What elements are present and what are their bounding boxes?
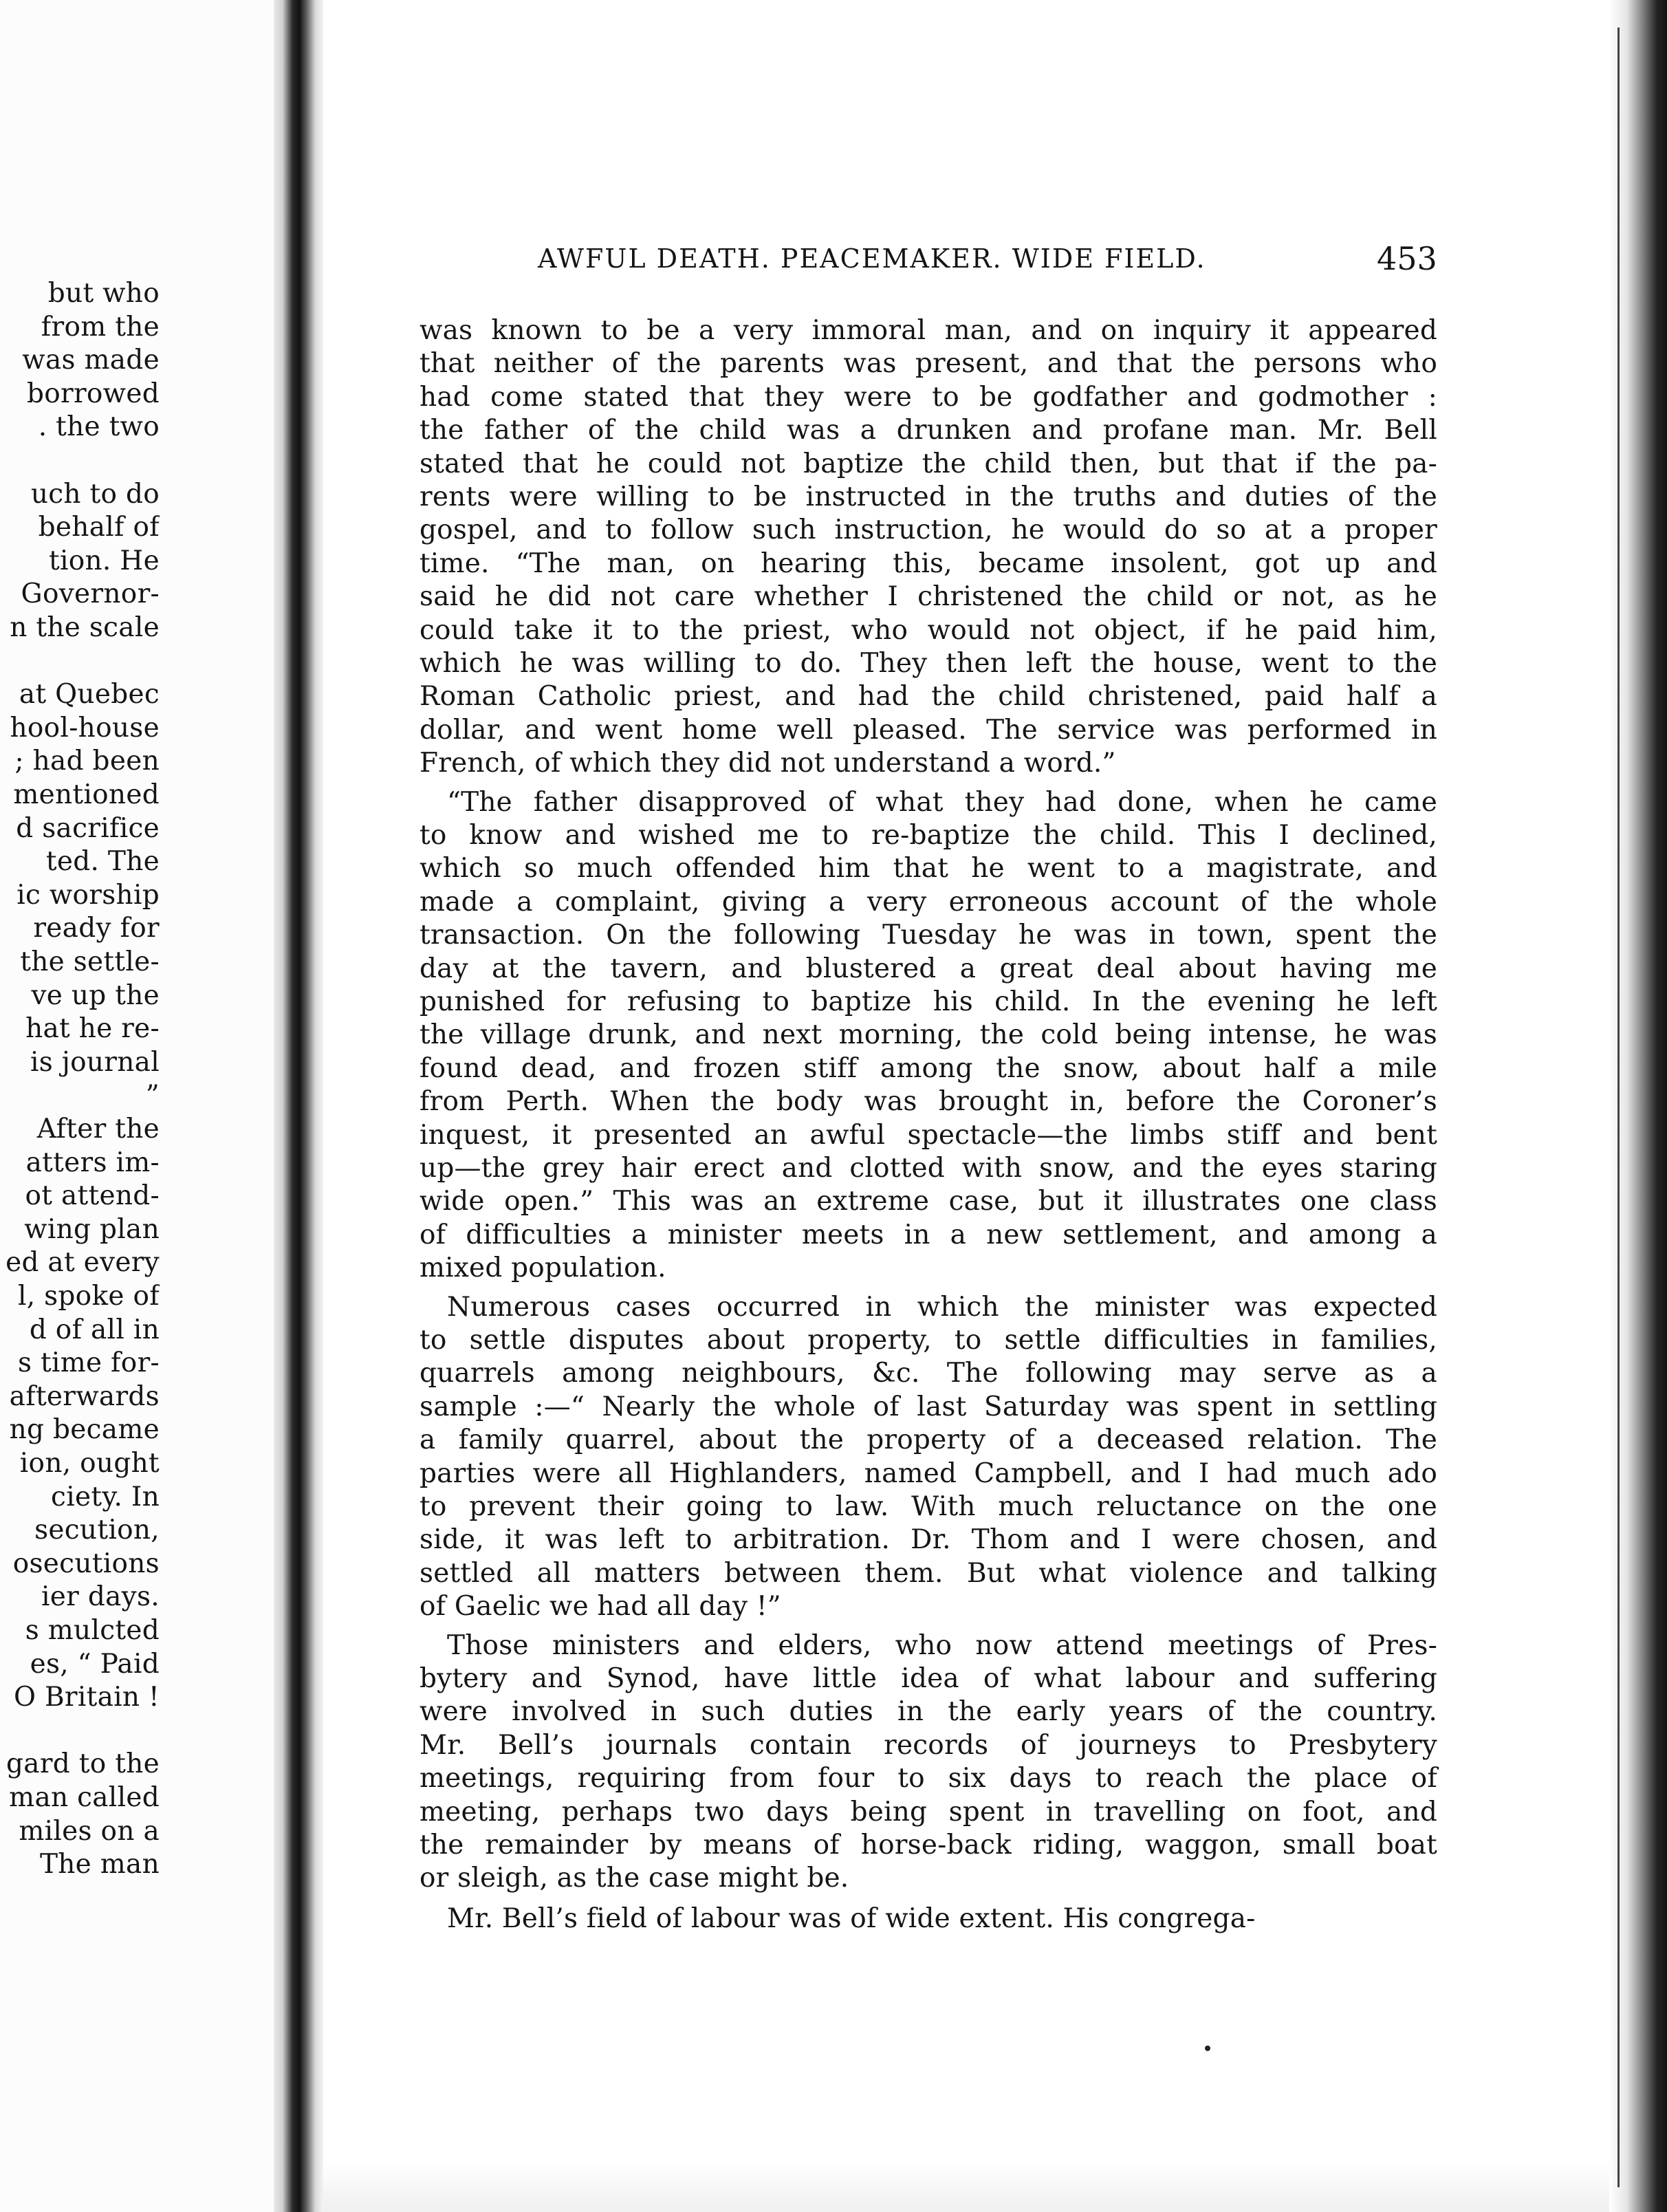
left-page-line: miles on a	[19, 1815, 160, 1847]
body-line: quarrels among neighbours, &c. The following may serve as a	[420, 1358, 1437, 1389]
page-number: 453	[1377, 240, 1437, 277]
body-line: the father of the child was a drunken and profane man. Mr. Bell	[420, 415, 1437, 446]
left-page-line: ion, ought	[19, 1448, 160, 1479]
body-line: wide open.” This was an extreme case, but it illustrates one class	[420, 1186, 1437, 1217]
left-page-line: es, “ Paid	[30, 1648, 160, 1680]
body-line: Numerous cases occurred in which the minister was expected	[447, 1291, 1437, 1323]
left-page-line: ng became	[9, 1414, 160, 1446]
left-page-line: ciety. In	[51, 1481, 160, 1512]
body-line: meeting, perhaps two days being spent in travelling on foot, and	[420, 1796, 1437, 1828]
left-page-line: ”	[145, 1080, 160, 1112]
left-page-line: After the	[36, 1114, 160, 1145]
left-page-line: ve up the	[31, 979, 160, 1011]
left-page-line: s time for-	[17, 1347, 160, 1379]
left-page-line: ic worship	[17, 879, 160, 911]
body-line: the village drunk, and next morning, the cold being intense, he was	[420, 1019, 1437, 1051]
body-line: said he did not care whether I christened the child or not, as he	[420, 581, 1437, 613]
body-line: mixed population.	[420, 1253, 666, 1284]
body-line: to prevent their going to law. With much reluctance on the one	[420, 1491, 1437, 1522]
body-line: meetings, requiring from four to six days to reach the place of	[420, 1763, 1437, 1794]
left-page-line: mentioned	[13, 779, 160, 810]
body-line: bytery and Synod, have little idea of what labour and suffering	[420, 1663, 1437, 1694]
left-page-line: ed at every	[6, 1247, 160, 1279]
body-line: found dead, and frozen stiff among the snow, about half a mile	[420, 1052, 1437, 1084]
left-page-line: s mulcted	[25, 1615, 160, 1646]
body-line: to settle disputes about property, to settle difficulties in families,	[420, 1325, 1437, 1356]
left-page-line: is journal	[30, 1046, 160, 1078]
book-gutter	[274, 0, 323, 2212]
left-page-line: The man	[39, 1849, 160, 1880]
left-page-line: hat he re-	[25, 1013, 160, 1045]
body-line: Those ministers and elders, who now attend meetings of Pres-	[447, 1629, 1437, 1661]
body-line: was known to be a very immoral man, and on inquiry it appeared	[420, 315, 1437, 346]
left-page-line: O Britain !	[13, 1682, 160, 1713]
body-line: inquest, it presented an awful spectacle—the limbs stiff and bent	[420, 1119, 1437, 1151]
left-page-line: from the	[41, 311, 160, 343]
left-page-line: but who	[47, 278, 160, 309]
body-line: transaction. On the following Tuesday he was in town, spent the	[420, 920, 1437, 951]
left-page-line: ot attend-	[25, 1180, 160, 1212]
body-line: “The father disapproved of what they had done, when he came	[447, 786, 1437, 818]
left-page-line: d sacrifice	[16, 812, 160, 844]
left-page-line: hool-house	[10, 712, 160, 744]
left-page-line: l, spoke of	[17, 1281, 160, 1312]
left-page-line: tion. He	[48, 545, 160, 576]
body-line: a family quarrel, about the property of a deceased relation. The	[420, 1424, 1437, 1456]
left-page-line: at Quebec	[19, 679, 160, 711]
body-line: time. “The man, on hearing this, became insolent, got up and	[420, 547, 1437, 579]
left-page-line: the settle-	[20, 946, 160, 977]
body-line: which he was willing to do. They then left the house, went to the	[420, 648, 1437, 679]
body-line: sample :—“ Nearly the whole of last Saturday was spent in settling	[420, 1391, 1437, 1422]
body-line: were involved in such duties in the early years of the country.	[420, 1696, 1437, 1728]
left-page-line: man called	[9, 1782, 160, 1813]
left-page-line: uch to do	[30, 478, 160, 510]
body-line: dollar, and went home well pleased. The service was performed in	[420, 714, 1437, 746]
body-line: from Perth. When the body was brought in, before the Coroner’s	[420, 1086, 1437, 1118]
body-line: of Gaelic we had all day !”	[420, 1591, 781, 1623]
left-page-line: atters im-	[25, 1147, 160, 1178]
body-line: gospel, and to follow such instruction, he would do so at a proper	[420, 514, 1437, 546]
body-line: parties were all Highlanders, named Campbell, and I had much ado	[420, 1457, 1437, 1489]
body-line: to know and wished me to re-baptize the child. This I declined,	[420, 820, 1437, 851]
left-page-line: was made	[22, 345, 160, 376]
body-line: Mr. Bell’s field of labour was of wide extent. His congrega-	[447, 1902, 1256, 1934]
left-page-line: n the scale	[10, 612, 160, 643]
left-page-line: ted. The	[45, 846, 160, 878]
body-line: the remainder by means of horse-back riding, waggon, small boat	[420, 1830, 1437, 1861]
left-page-line: afterwards	[9, 1380, 160, 1412]
left-page-line: ; had been	[14, 746, 160, 777]
left-page-line: secution,	[34, 1515, 160, 1546]
body-line: that neither of the parents was present, and that the persons who	[420, 348, 1437, 380]
body-line: up—the grey hair erect and clotted with snow, and the eyes staring	[420, 1153, 1437, 1184]
left-page-line: ier days.	[41, 1581, 160, 1613]
body-line: Mr. Bell’s journals contain records of journeys to Presbytery	[420, 1729, 1437, 1761]
left-page-line: Governor-	[21, 578, 160, 610]
body-line: Roman Catholic priest, and had the child christened, paid half a	[420, 681, 1437, 713]
left-page-line: osecutions	[12, 1548, 160, 1579]
body-line: punished for refusing to baptize his child. In the evening he left	[420, 986, 1437, 1017]
body-line: settled all matters between them. But what violence and talking	[420, 1557, 1437, 1589]
left-page-line: wing plan	[24, 1213, 160, 1245]
running-head-title: AWFUL DEATH. PEACEMAKER. WIDE FIELD.	[538, 243, 1206, 274]
body-line: side, it was left to arbitration. Dr. Thom and I were chosen, and	[420, 1524, 1437, 1556]
body-line: stated that he could not baptize the child then, but that if the pa-	[420, 448, 1437, 479]
body-line: could take it to the priest, who would not object, if he paid him,	[420, 614, 1437, 646]
body-line: rents were willing to be instructed in the truths and duties of the	[420, 481, 1437, 512]
body-line: had come stated that they were to be godfather and godmother :	[420, 381, 1437, 413]
print-speck	[1205, 2046, 1210, 2051]
body-line: French, of which they did not understand a word.”	[420, 748, 1116, 779]
bottom-shade	[323, 2160, 1616, 2212]
body-line: of difficulties a minister meets in a new settlement, and among a	[420, 1219, 1437, 1250]
left-page-line: gard to the	[6, 1748, 160, 1780]
left-page-text	[0, 0, 160, 1926]
left-page-line: ready for	[33, 913, 160, 944]
body-line: or sleigh, as the case might be.	[420, 1863, 849, 1894]
right-edge-line	[1617, 28, 1620, 2187]
left-page-line: . the two	[38, 411, 160, 443]
body-line: day at the tavern, and blustered a great deal about having me	[420, 953, 1437, 984]
left-page-line: borrowed	[26, 378, 160, 409]
left-page-line: d of all in	[29, 1314, 160, 1345]
body-line: made a complaint, giving a very erroneous account of the whole	[420, 886, 1437, 918]
left-page-line: behalf of	[38, 512, 160, 543]
body-line: which so much offended him that he went to a magistrate, and	[420, 853, 1437, 885]
